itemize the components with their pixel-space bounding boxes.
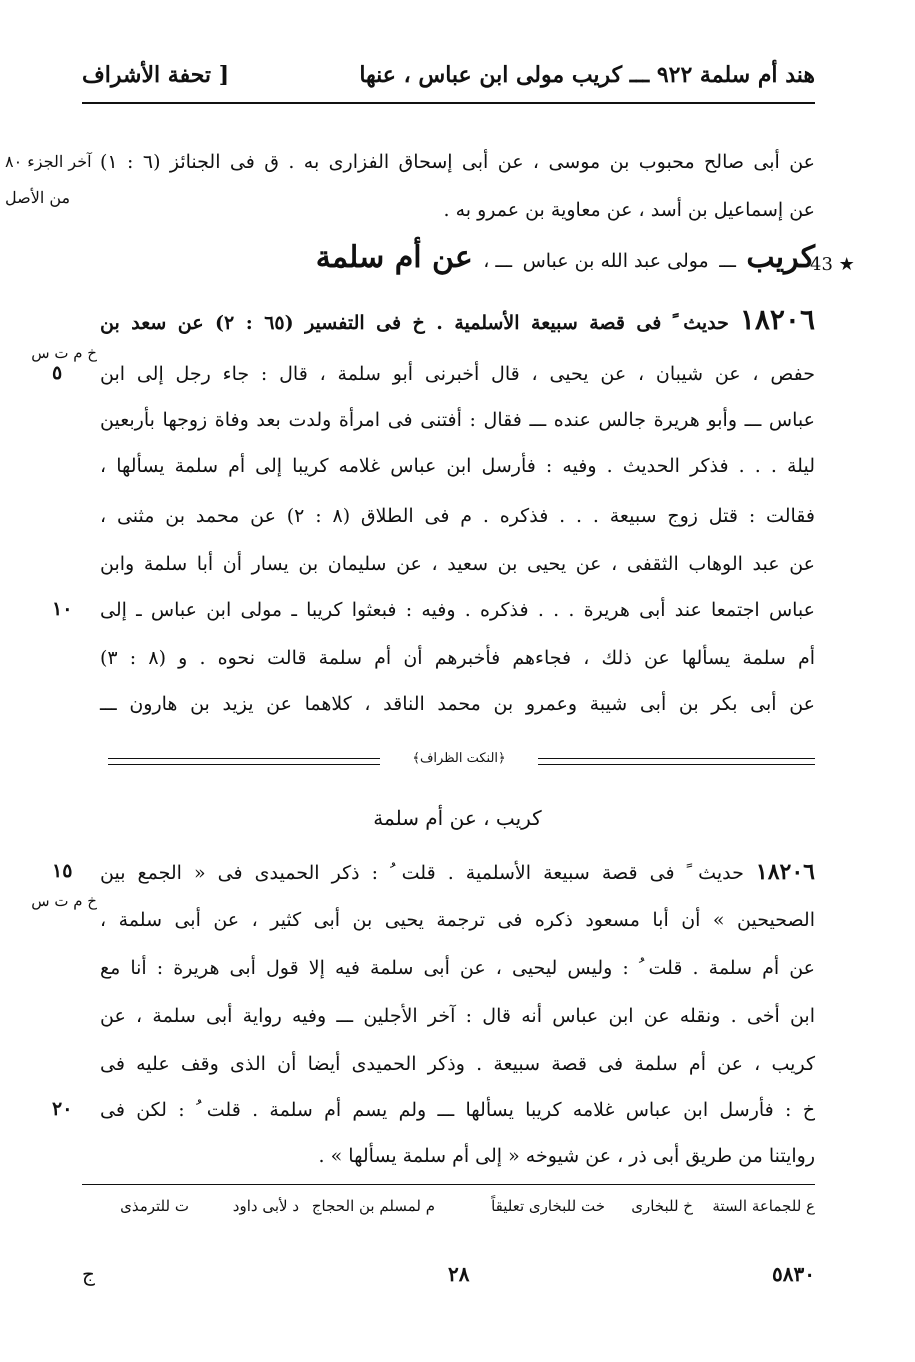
text-line: عن عبد الوهاب الثقفى ، عن يحيى بن سعيد ، عن سليمان بن يسار أن أبا سلمة وابن (100, 553, 815, 575)
footer-signature: ج (82, 1262, 95, 1286)
text-line: خ : فأرسل ابن عباس غلامه كريبا يسألها ـــ ولم يسم أم سلمة . قلت ُ : لكن فى (100, 1099, 815, 1121)
footer-volume-page: ٥٨٣٠ (772, 1262, 815, 1286)
section-title: كريب ، عن أم سلمة (373, 806, 542, 830)
text-line: كريب ، عن أم سلمة فى قصة سبيعة . وذكر الحميدى أيضا أن الذى وقف عليه فى (100, 1053, 815, 1075)
text-line: ليلة . . . فذكر الحديث . وفيه : فأرسل ابن عباس غلامه كريبا إلى أم سلمة يسألها ، (100, 455, 815, 477)
text-line: عباس اجتمعا عند أبى هريرة . . . فذكره . وفيه : فبعثوا كريبا ـ مولى ابن عباس ـ إلى (100, 599, 815, 621)
nukat-number: ١٨٢٠٦ (755, 859, 815, 885)
nukat-line-first: ١٨٢٠٦ حديث ً فى قصة سبيعة الأسلمية . قلت ُ : ذكر الحميدى فى « الجمع بين (100, 859, 815, 885)
text-line: عن أم سلمة . قلت ُ : وليس ليحيى ، عن أبى سلمة فيه إلا قول أبى هريرة : أنا مع (100, 957, 815, 979)
text-line: عن إسماعيل بن أسد ، عن معاوية بن عمرو به . (443, 199, 815, 221)
text-line: الصحيحين » أن أبا مسعود ذكره فى ترجمة يحيى بن أبى كثير ، عن أبى سلمة ، (100, 909, 815, 931)
text-line: روايتنا من طريق أبى ذر ، عن شيوخه « إلى أم سلمة يسألها » . (318, 1145, 815, 1167)
chapter-number: 43 ★ (810, 254, 855, 275)
running-header-book: [ تحفة الأشراف (82, 62, 230, 88)
separator-title: ﴿النكت الظراف﴾ (380, 751, 538, 766)
header-rule (82, 102, 815, 104)
text-line: فقالت : قتل زوج سبيعة . . . فذكره . م فى الطلاق (٨ : ٢) عن محمد بن مثنى ، (100, 505, 815, 527)
line-number: ٢٠ (52, 1098, 73, 1120)
text-line: عباس ـــ وأبو هريرة جالس عنده ـــ فقال : أفتنى فى امرأة ولدت بعد وفاة زوجها بأربعين (100, 409, 815, 431)
abbreviation: خ للبخارى (631, 1197, 693, 1215)
line-number: ٥ (52, 362, 63, 384)
nukat-sigla: خ م ت س (31, 892, 97, 910)
abbreviation: خت للبخارى تعليقاً (491, 1197, 605, 1215)
hadith-line-first: ١٨٢٠٦ حديث ً فى قصة سبيعة الأسلمية . خ فى التفسير (٦٥ : ٢) عن سعد بن (100, 303, 816, 336)
running-header-title: هند أم سلمة ٩٢٢ ـــ كريب مولى ابن عباس ، عنها (359, 62, 815, 88)
hadith-number: ١٨٢٠٦ (739, 303, 816, 336)
text-line: ابن أخى . ونقله عن ابن عباس أنه قال : آخر الأجلين ـــ وفيه رواية أبى سلمة ، عن (100, 1005, 815, 1027)
abbreviation: ت للترمذى (120, 1197, 189, 1215)
margin-note-line1: آخر الجزء ٨٠ (5, 152, 92, 171)
chapter-heading: كريب ـــ مولى عبد الله بن عباس ـــ ، عن أم سلمة (315, 240, 815, 275)
line-number: ١٠ (52, 598, 73, 620)
hadith-sigla: خ م ت س (31, 344, 97, 362)
abbreviation-rule (82, 1184, 815, 1185)
margin-note-line2: من الأصل (5, 188, 71, 207)
line-number: ١٥ (52, 860, 73, 882)
text-line: أم سلمة يسألها عن ذلك ، فجاءهم فأخبرهم أن أم سلمة قالت نحوه . و (٨ : ٣) (100, 647, 816, 669)
footer-page-number: ٢٨ (448, 1262, 470, 1286)
text-line: عن أبى بكر بن أبى شيبة وعمرو بن محمد الناقد ، كلاهما عن يزيد بن هارون ـــ (100, 693, 815, 715)
abbreviation: ع للجماعة الستة (712, 1197, 815, 1215)
abbreviation: م لمسلم بن الحجاج (311, 1197, 435, 1215)
text-line: حفص ، عن شيبان ، عن يحيى ، قال أخبرنى أبو سلمة ، قال : جاء رجل إلى ابن (100, 363, 815, 385)
text-line: عن أبى صالح محبوب بن موسى ، عن أبى إسحاق الفزارى به . ق فى الجنائز (٦ : ١) (100, 151, 815, 173)
abbreviation: د لأبى داود (232, 1197, 299, 1215)
